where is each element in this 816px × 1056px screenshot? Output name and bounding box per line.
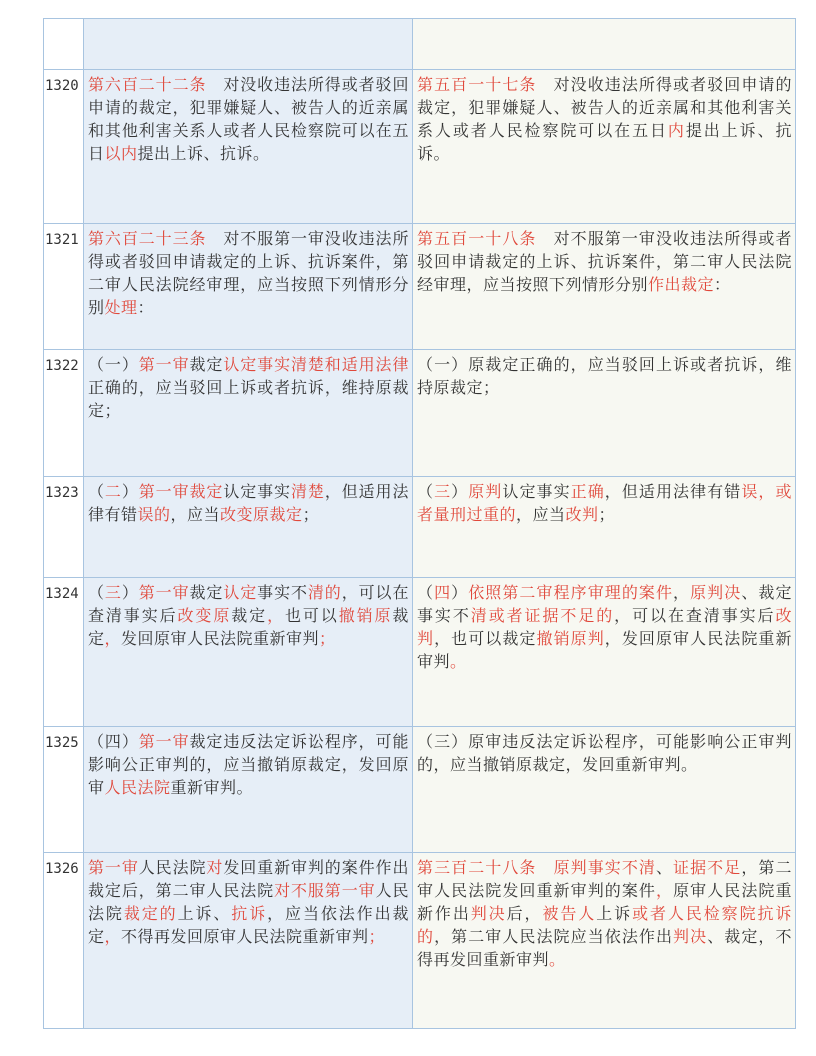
highlighted-text: 认定 xyxy=(223,583,258,602)
body-text: （三）原审违反法定诉讼程序，可能影响公正审判的，应当撤销原裁定，发回重新审判。 xyxy=(417,732,792,774)
body-text: 也可以 xyxy=(284,606,339,625)
body-text: ，可以在查清事实后 xyxy=(88,583,409,625)
old-text-cell xyxy=(84,19,413,69)
body-text: 认定事实 xyxy=(223,482,291,501)
body-text: （四） xyxy=(88,732,139,751)
highlighted-text: ， xyxy=(104,927,122,946)
body-text: 人民法院 xyxy=(88,881,409,923)
body-text: 不得再发回原审人民法院重新审判 xyxy=(121,927,369,946)
highlighted-text: ， xyxy=(104,629,122,648)
body-text: ，应当 xyxy=(516,505,566,524)
body-text: （ xyxy=(88,482,105,501)
highlighted-text: 处理 xyxy=(104,298,138,317)
highlighted-text: 清的 xyxy=(307,583,342,602)
table-row xyxy=(44,853,796,1029)
highlighted-text: 认定事实清楚和适用法律 xyxy=(223,355,409,374)
body-text: 原审人民法院重新作出 xyxy=(417,881,792,923)
highlighted-text: 原判 xyxy=(468,482,503,501)
highlighted-text: 撤销原判 xyxy=(536,629,605,648)
highlighted-text: ， xyxy=(267,606,285,625)
body-text: ： xyxy=(137,298,155,317)
new-text-cell xyxy=(413,853,796,1028)
highlighted-text: 决 xyxy=(724,583,742,602)
body-text: 认定事实 xyxy=(502,482,571,501)
highlighted-text: 。 xyxy=(450,652,467,671)
highlighted-text: 第三百二十八条 xyxy=(417,858,537,877)
highlighted-text: 内 xyxy=(667,121,686,140)
highlighted-text: 第六百二十三条 xyxy=(88,229,207,248)
highlighted-text: 清楚 xyxy=(290,482,325,501)
body-text: ，应当依法作出裁定 xyxy=(88,904,409,946)
highlighted-text: 依照第二审程序审理的案件 xyxy=(468,583,674,602)
body-text: ， xyxy=(673,583,691,602)
body-text: （ xyxy=(417,482,435,501)
body-text: ： xyxy=(714,275,731,294)
body-text: 裁定 xyxy=(231,606,268,625)
comparison-table xyxy=(43,18,796,1029)
body-text: ，应当 xyxy=(170,505,221,524)
body-text: ） xyxy=(121,482,139,501)
highlighted-text: 以内 xyxy=(104,144,138,163)
body-text: 上诉、 xyxy=(177,904,232,923)
body-text: 对不服第一审没收违法所得或者驳回申请裁定的上诉、抗诉案件，第二审人民法院经审理，应当按照下列情形分别 xyxy=(88,229,409,317)
highlighted-text: 三 xyxy=(104,583,122,602)
highlighted-text: 对不服第一审 xyxy=(274,881,376,900)
body-text: ） xyxy=(451,482,469,501)
highlighted-text: ， xyxy=(655,881,674,900)
body-text: 裁定 xyxy=(88,606,409,648)
body-text xyxy=(536,858,553,877)
highlighted-text: 第一审 xyxy=(138,583,190,602)
highlighted-text: 二 xyxy=(104,482,122,501)
highlighted-text: 判决 xyxy=(470,904,507,923)
body-text: ，发回原审人民法院重新审判 xyxy=(417,629,792,671)
body-text: 提出上诉、抗诉。 xyxy=(137,144,270,163)
row-number-cell: 1324 xyxy=(44,578,84,726)
highlighted-text: 证据不足 xyxy=(673,858,742,877)
table-row xyxy=(44,70,796,224)
table-row xyxy=(44,578,796,727)
highlighted-text: 清或者证据不足的 xyxy=(470,606,615,625)
highlighted-text: 第五百一十八条 xyxy=(417,229,537,248)
body-text: 上诉 xyxy=(596,904,633,923)
body-text: 发回重新审判的案件作出裁定后，第二审人民法院 xyxy=(88,858,409,900)
body-text: ，可以在查清事实后 xyxy=(614,606,776,625)
body-text: （一） xyxy=(88,355,139,374)
body-text: 事实不 xyxy=(257,583,308,602)
new-text-cell xyxy=(413,727,796,852)
body-text: 对不服第一审没收违法所得或者驳回申请裁定的上诉、抗诉案件，第二审人民法院经审理，应当按照下列情形分别 xyxy=(417,229,792,294)
body-text: ，但适用法律有错 xyxy=(604,482,742,501)
body-text: 、 xyxy=(655,858,674,877)
body-text: 后， xyxy=(506,904,543,923)
table-row xyxy=(44,477,796,578)
body-text: 裁定 xyxy=(189,583,224,602)
highlighted-text: 第一审 xyxy=(138,355,190,374)
old-text-cell xyxy=(84,578,413,726)
table-row xyxy=(44,727,796,853)
highlighted-text: 改变原 xyxy=(177,606,232,625)
highlighted-text: 裁定的 xyxy=(123,904,178,923)
highlighted-text: ； xyxy=(368,927,386,946)
highlighted-text: 第五百一十七条 xyxy=(417,75,537,94)
row-number-cell: 1326 xyxy=(44,853,84,1028)
highlighted-text: 改变原裁定 xyxy=(220,505,303,524)
highlighted-text: 被告人 xyxy=(542,904,597,923)
new-text-cell xyxy=(413,578,796,726)
highlighted-text: 抗诉 xyxy=(231,904,268,923)
old-text-cell xyxy=(84,727,413,852)
body-text: 正确的，应当驳回上诉或者抗诉，维持原裁定； xyxy=(88,378,409,420)
highlighted-text: 或者人民检察院抗诉的 xyxy=(417,904,792,946)
old-text-cell xyxy=(84,350,413,476)
highlighted-text: 第一审 xyxy=(88,858,139,877)
body-text: ，第二审人民法院应当依法作出 xyxy=(434,927,674,946)
body-text: ，第二审人民法院发回重新审判的案件 xyxy=(417,858,792,900)
new-text-cell xyxy=(413,350,796,476)
new-text-cell xyxy=(413,477,796,577)
body-text: 、裁定事实不 xyxy=(417,583,792,625)
highlighted-text: 误的 xyxy=(137,505,171,524)
highlighted-text: ； xyxy=(319,629,336,648)
body-text: ，但适用法律有错 xyxy=(88,482,409,524)
body-text: 对没收违法所得或者驳回申请的裁定，犯罪嫌疑人、被告人的近亲属和其他利害关系人或者人民检察院可以在五日 xyxy=(417,75,792,140)
row-number-cell: 1322 xyxy=(44,350,84,476)
old-text-cell xyxy=(84,477,413,577)
body-text: 人民法院 xyxy=(138,858,207,877)
body-text: 对没收违法所得或者驳回申请的裁定，犯罪嫌疑人、被告人的近亲属和其他利害关系人或者人民检察院可以在五日 xyxy=(88,75,409,163)
highlighted-text: 撤销原 xyxy=(338,606,393,625)
new-text-cell xyxy=(413,19,796,69)
body-text: ； xyxy=(302,505,320,524)
row-number-cell: 1321 xyxy=(44,224,84,349)
row-number-cell xyxy=(44,19,84,69)
highlighted-text: 误，或者量刑过重的 xyxy=(417,482,792,524)
highlighted-text: 四 xyxy=(434,583,452,602)
table-row xyxy=(44,350,796,477)
body-text: ； xyxy=(598,505,616,524)
old-text-cell xyxy=(84,224,413,349)
body-text: （ xyxy=(88,583,105,602)
old-text-cell xyxy=(84,70,413,223)
highlighted-text: 原判 xyxy=(690,583,725,602)
highlighted-text: 改判 xyxy=(417,606,792,648)
body-text: （ xyxy=(417,583,435,602)
body-text: 发回原审人民法院重新审判 xyxy=(121,629,320,648)
row-number-cell: 1323 xyxy=(44,477,84,577)
highlighted-text: 作出裁定 xyxy=(648,275,715,294)
body-text: 裁定 xyxy=(189,355,224,374)
row-number-cell: 1325 xyxy=(44,727,84,852)
highlighted-text: 改判 xyxy=(565,505,599,524)
highlighted-text: 第一审裁定 xyxy=(138,482,224,501)
highlighted-text: 正确 xyxy=(570,482,605,501)
body-text: 裁定违反法定诉讼程序，可能影响公正审判的，应当撤销原裁定，发回原审 xyxy=(88,732,409,797)
new-text-cell xyxy=(413,70,796,223)
highlighted-text: 对 xyxy=(206,858,224,877)
table-header-row xyxy=(44,19,796,70)
highlighted-text: 。 xyxy=(549,950,566,969)
body-text: ） xyxy=(121,583,139,602)
body-text: 提出上诉、抗诉。 xyxy=(417,121,792,163)
table-row xyxy=(44,224,796,350)
highlighted-text: 判决 xyxy=(673,927,708,946)
highlighted-text: 三 xyxy=(434,482,452,501)
new-text-cell xyxy=(413,224,796,349)
highlighted-text: 第六百二十二条 xyxy=(88,75,207,94)
body-text: （一）原裁定正确的，应当驳回上诉或者抗诉，维持原裁定； xyxy=(417,355,792,397)
highlighted-text: 人民法院 xyxy=(104,778,171,797)
body-text: 重新审判。 xyxy=(170,778,254,797)
highlighted-text: 第一审 xyxy=(138,732,190,751)
body-text: ，也可以裁定 xyxy=(434,629,537,648)
body-text: ） xyxy=(451,583,469,602)
row-number-cell: 1320 xyxy=(44,70,84,223)
old-text-cell xyxy=(84,853,413,1028)
body-text: 、裁定，不得再发回重新审判 xyxy=(417,927,792,969)
highlighted-text: 原判事实不清 xyxy=(553,858,656,877)
